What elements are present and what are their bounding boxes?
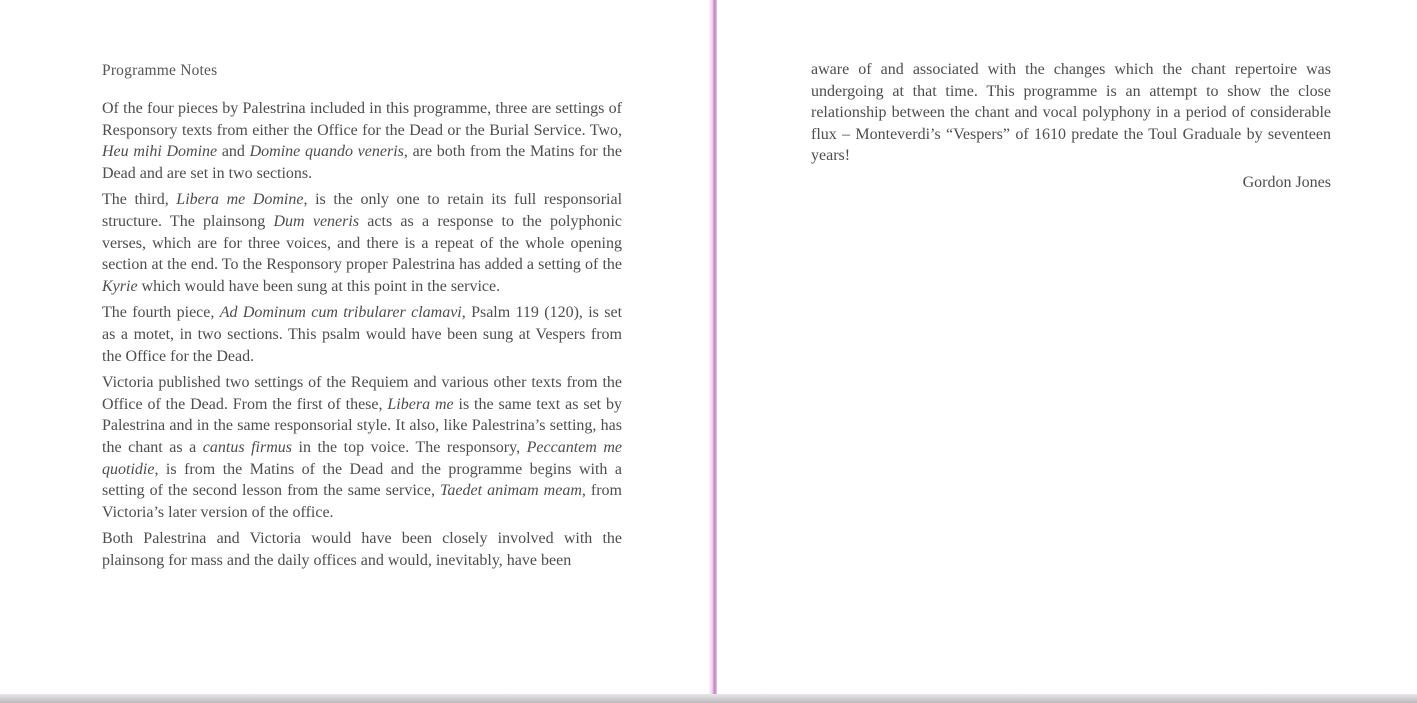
text-run: is the same text as set by Palestrina and in the same responsorial style. It also, like Palestrina’s setting, has the chant as a [102,395,623,456]
italic-title: Peccantem me quotidie [102,438,623,478]
paragraph [102,528,622,571]
italic-title: Dum veneris [273,212,360,230]
text-run: Of the four pieces by Palestrina included in this programme, three are settings of Responsory texts from either the Office for the Dead or the Burial Service. Two, [102,100,622,139]
italic-title: Libera me Domine [176,191,304,209]
text-run: , are both from the Matins for the Dead and are set in two sections. [102,143,622,182]
paragraph [102,302,622,367]
left-page-text [102,62,622,576]
text-run: which would have been sung at this point in the service. [137,277,501,295]
text-run: Victoria published two settings of the Requiem and various other texts from the Office of the Dead. From the first of these, [102,374,622,413]
right-page-text [811,59,1331,194]
booklet-bottom-edge [0,694,1417,703]
author-signature: Gordon Jones [1242,173,1331,191]
paragraph [102,189,622,297]
text-run: The fourth piece, [102,304,220,322]
italic-title: Taedet animam meam [439,482,582,500]
paragraph: aware of and associated with the changes which the chant repertoire was undergoing at that time. This programme is an attempt to show the close relationship between the chant and vocal polyphony in a period of considerable flux – Monteverdi’s “Vespers” of 1610 predate the Toul Graduale by seventeen years! [811,61,1331,165]
paragraph [102,98,622,184]
text-run: , is the only one to retain its full responsorial structure. The plainsong [102,191,623,230]
text-run: Both Palestrina and Victoria would have been closely involved with the plainsong for mass and the daily offices and would, inevitably, have been [102,530,622,569]
paragraph [102,372,622,523]
italic-title: Domine quando veneris [249,143,404,161]
italic-title: Heu mihi Domine [102,143,218,161]
text-run: , Psalm 119 (120), is set as a motet, in two sections. This psalm would have been sung at Vespers from the Office for the Dead. [102,304,623,365]
italic-title: Kyrie [102,277,138,295]
text-run: and [217,143,250,161]
text-run: in the top voice. The responsory, [292,438,527,456]
text-run: acts as a response to the polyphonic verses, which are for three voices, and there is a repeat of the whole opening section at the end. To the Responsory proper Palestrina has added a setting of the [102,212,623,274]
text-run: The third, [102,191,177,209]
text-run: , from Victoria’s later version of the office. [102,482,622,521]
italic-title: Ad Dominum cum tribularer clamavi [219,304,462,322]
italic-title: cantus firmus [202,438,293,456]
left-page [0,0,712,698]
text-run: , is from the Matins of the Dead and the programme begins with a setting of the second lesson from the same service, [102,460,622,500]
italic-title: Libera me [387,395,454,413]
section-heading: Programme Notes [102,62,218,79]
